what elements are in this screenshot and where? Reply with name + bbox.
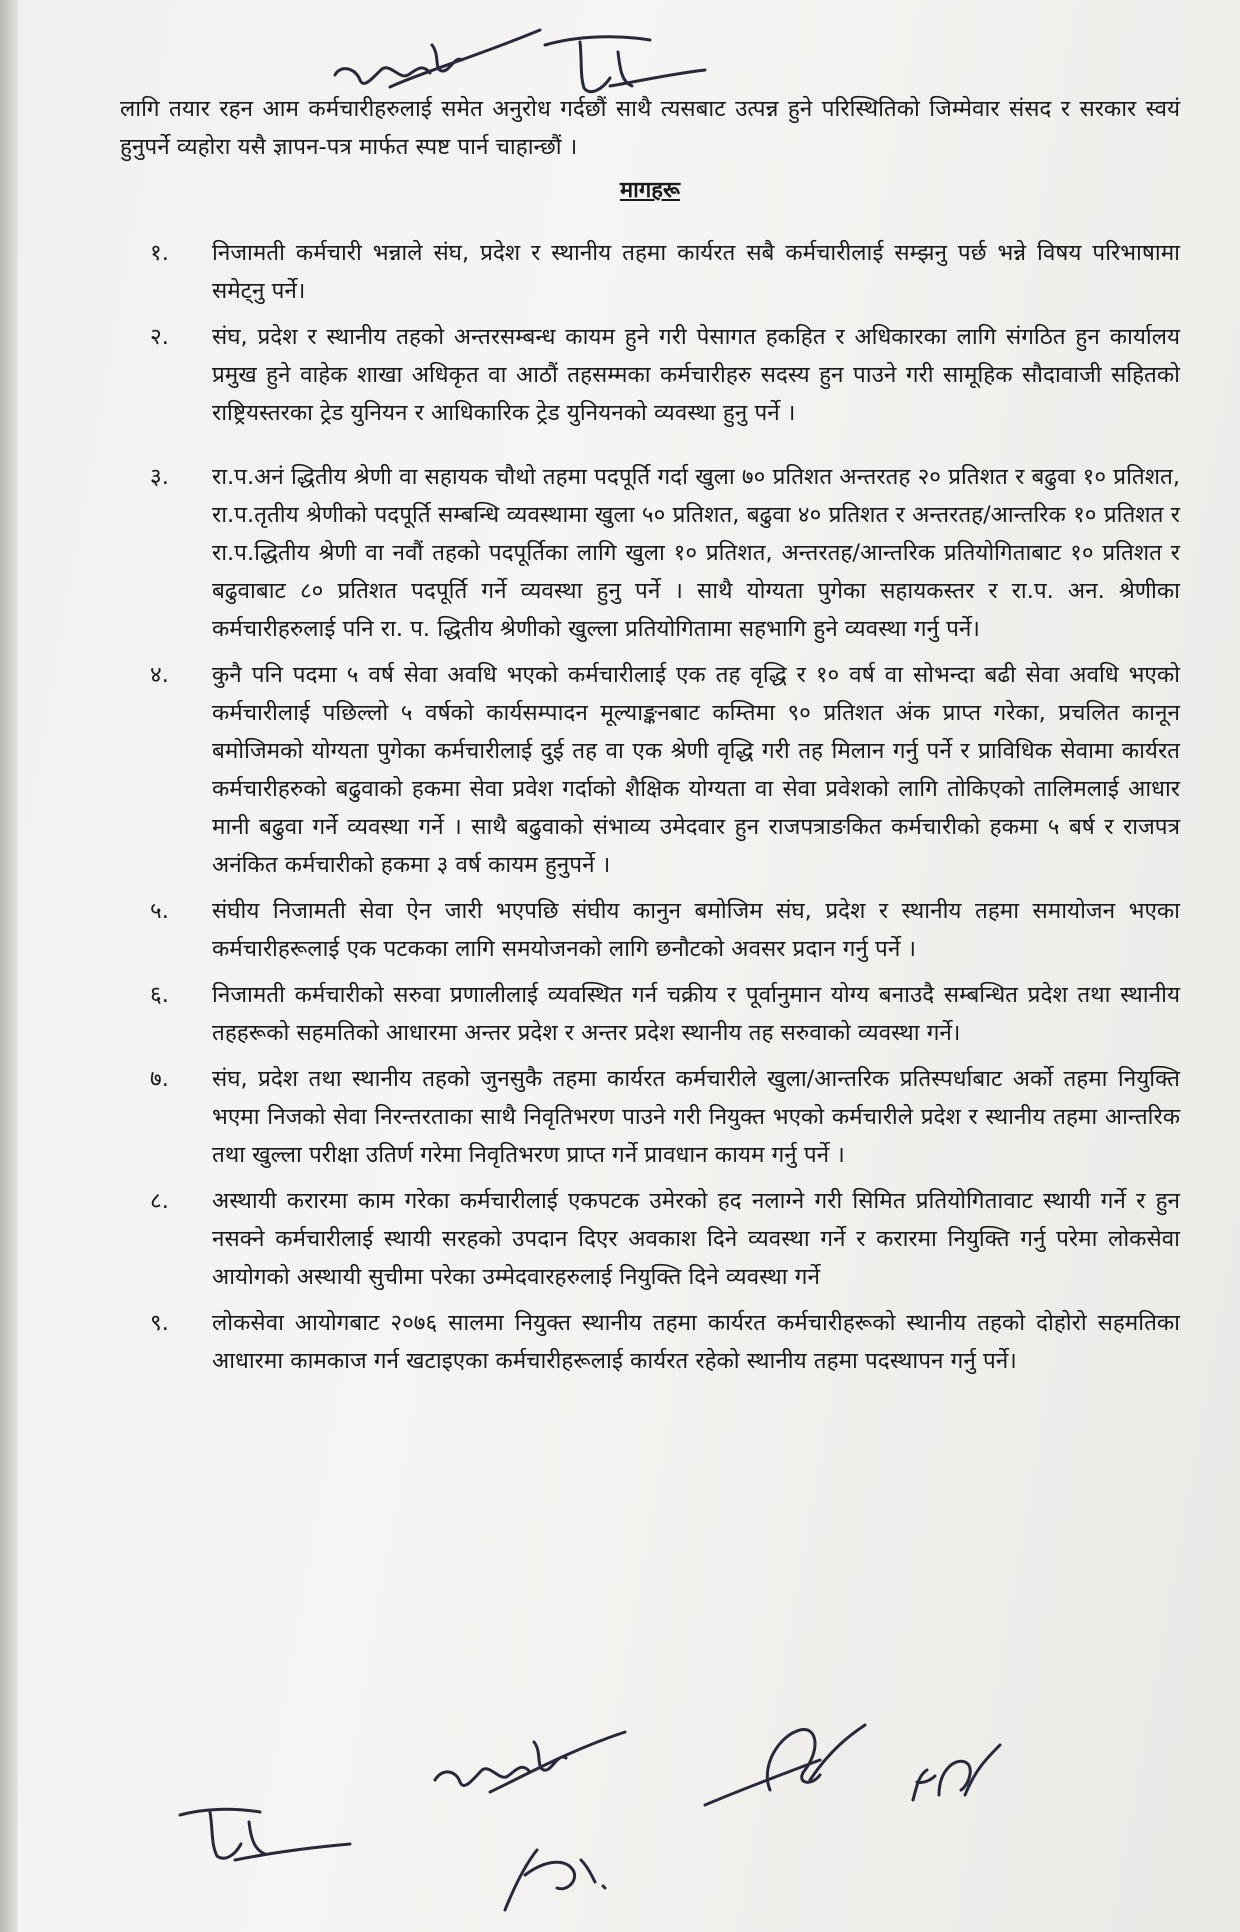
demand-number: ४.: [150, 662, 169, 688]
demand-text: लोकसेवा आयोगबाट २०७६ सालमा नियुक्त स्थानीय तहमा कार्यरत कर्मचारीहरूको स्थानीय तहको दोहोरो सहमतिका आधारमा कामकाज गर्न खटाइएका कर्मचारीहरूलाई कार्यरत रहेको स्थानीय तहमा पदस्थापन गर्नु पर्ने।: [212, 1310, 1180, 1374]
demand-text: अस्थायी करारमा काम गरेका कर्मचारीलाई एकपटक उमेरको हद नलाग्ने गरी सिमित प्रतियोगितावाट स्थायी गर्ने र हुन नसक्ने कर्मचारीलाई स्थायी सरहको उपदान दिएर अवकाश दिने व्यवस्था गर्ने र करारमा नियुक्ति गर्नु परेमा लोकसेवा आयोगको अस्थायी सुचीमा परेका उम्मेदवारहरुलाई नियुक्ति दिने व्यवस्था गर्ने: [212, 1188, 1180, 1290]
intro-paragraph: लागि तयार रहन आम कर्मचारीहरुलाई समेत अनुरोध गर्दछौं साथै त्यसबाट उत्पन्न हुने परिस्थितिको जिम्मेवार संसद र सरकार स्वयं हुनुपर्ने व्यहोरा यसै ज्ञापन-पत्र मार्फत स्पष्ट पार्न चाहान्छौं ।: [120, 96, 1180, 160]
bottom-signature-4: [175, 1800, 355, 1870]
demand-number: ६.: [150, 982, 169, 1008]
demand-number: १.: [150, 240, 169, 266]
demand-number: ३.: [150, 464, 169, 490]
demand-text: निजामती कर्मचारी भन्नाले संघ, प्रदेश र स्थानीय तहमा कार्यरत सबै कर्मचारीलाई सम्झनु पर्छ भन्ने विषय परिभाषामा समेट्नु पर्ने।: [212, 240, 1180, 304]
top-signature-left: [330, 25, 560, 100]
demand-item-4: [120, 656, 1180, 884]
bottom-signature-5: [495, 1830, 625, 1915]
document-body: [120, 90, 1180, 1388]
bottom-signature-1: [430, 1720, 630, 1800]
demand-number: ८.: [150, 1188, 169, 1214]
demand-item-3: [120, 458, 1180, 648]
demand-item-8: [120, 1182, 1180, 1296]
demand-item-9: [120, 1304, 1180, 1380]
demand-text: संघीय निजामती सेवा ऐन जारी भएपछि संघीय कानुन बमोजिम संघ, प्रदेश र स्थानीय तहमा समायोजन भएका कर्मचारीहरूलाई एक पटकका लागि समयोजनको लागि छनौटको अवसर प्रदान गर्नु पर्ने ।: [212, 898, 1180, 962]
demand-text: कुनै पनि पदमा ५ वर्ष सेवा अवधि भएको कर्मचारीलाई एक तह वृद्धि र १० वर्ष वा सोभन्दा बढी सेवा अवधि भएको कर्मचारीलाई पछिल्लो ५ वर्षको कार्यसम्पादन मूल्याङ्कनबाट कम्तिमा ९० प्रतिशत अंक प्राप्त गरेका, प्रचलित कानून बमोजिमको योग्यता पुगेका कर्मचारीलाई दुई तह वा एक श्रेणी वृद्धि गरी तह मिलान गर्नु पर्ने र प्राविधिक सेवामा कार्यरत कर्मचारीहरुको बढुवाको हकमा सेवा प्रवेश गर्दाको शैक्षिक योग्यता वा सेवा प्रवेशको लागि तोकिएको तालिमलाई आधार मानी बढुवा गर्ने व्यवस्था गर्ने । साथै बढुवाको संभाव्य उमेदवार हुन राजपत्राङकित कर्मचारीको हकमा ५ बर्ष र राजपत्र अनंकित कर्मचारीको हकमा ३ वर्ष कायम हुनुपर्ने ।: [212, 662, 1180, 878]
demand-item-1: [120, 234, 1180, 310]
demand-text: संघ, प्रदेश र स्थानीय तहको अन्तरसम्बन्ध कायम हुने गरी पेसागत हकहित र अधिकारका लागि संगठित हुन कार्यालय प्रमुख हुने वाहेक शाखा अधिकृत वा आठौं तहसम्मका कर्मचारीहरु सदस्य हुन पाउने गरी सामूहिक सौदावाजी सहितको राष्ट्रियस्तरका ट्रेड युनियन र आधिकारिक ट्रेड युनियनको व्यवस्था हुनु पर्ने ।: [212, 324, 1180, 426]
demands-heading: मागहरू: [619, 178, 681, 203]
demand-item-7: [120, 1060, 1180, 1174]
demand-number: ९.: [150, 1310, 169, 1336]
demand-item-6: [120, 976, 1180, 1052]
demand-item-2: [120, 318, 1180, 432]
bottom-signature-3: [905, 1740, 1015, 1820]
demand-number: २.: [150, 324, 169, 350]
bottom-signature-2: [700, 1720, 870, 1820]
demand-item-5: [120, 892, 1180, 968]
demand-text: संघ, प्रदेश तथा स्थानीय तहको जुनसुकै तहमा कार्यरत कर्मचारीले खुला/आन्तरिक प्रतिस्पर्धाबाट अर्को तहमा नियुक्ति भएमा निजको सेवा निरन्तरताका साथै निवृतिभरण पाउने गरी नियुक्त भएको कर्मचारीले प्रदेश र स्थानीय तहमा आन्तरिक तथा खुल्ला परीक्षा उतिर्ण गरेमा निवृतिभरण प्राप्त गर्ने प्रावधान कायम गर्नु पर्ने ।: [212, 1066, 1180, 1168]
demand-number: ५.: [150, 898, 169, 924]
demand-number: ७.: [150, 1066, 169, 1092]
demand-text: रा.प.अनं द्धितीय श्रेणी वा सहायक चौथो तहमा पदपूर्ति गर्दा खुला ७० प्रतिशत अन्तरतह २० प्रतिशत र बढुवा १० प्रतिशत, रा.प.तृतीय श्रेणीको पदपूर्ति सम्बन्धि व्यवस्थामा खुला ५० प्रतिशत, बढुवा ४० प्रतिशत र अन्तरतह/आन्तरिक १० प्रतिशत र रा.प.द्धितीय श्रेणी वा नवौं तहको पदपूर्तिका लागि खुला १० प्रतिशत, अन्तरतह/आन्तरिक प्रतियोगिताबाट १० प्रतिशत र बढुवाबाट ८० प्रतिशत पदपूर्ति गर्ने व्यवस्था हुनु पर्ने । साथै योग्यता पुगेका सहायकस्तर र रा.प. अन. श्रेणीका कर्मचारीहरुलाई पनि रा. प. द्धितीय श्रेणीको खुल्ला प्रतियोगितामा सहभागि हुने व्यवस्था गर्नु पर्ने।: [212, 464, 1180, 642]
demand-text: निजामती कर्मचारीको सरुवा प्रणालीलाई व्यवस्थित गर्न चक्रीय र पूर्वानुमान योग्य बनाउदै सम्बन्धित प्रदेश तथा स्थानीय तहहरूको सहमतिको आधारमा अन्तर प्रदेश र अन्तर प्रदेश स्थानीय तह सरुवाको व्यवस्था गर्ने।: [212, 982, 1180, 1046]
